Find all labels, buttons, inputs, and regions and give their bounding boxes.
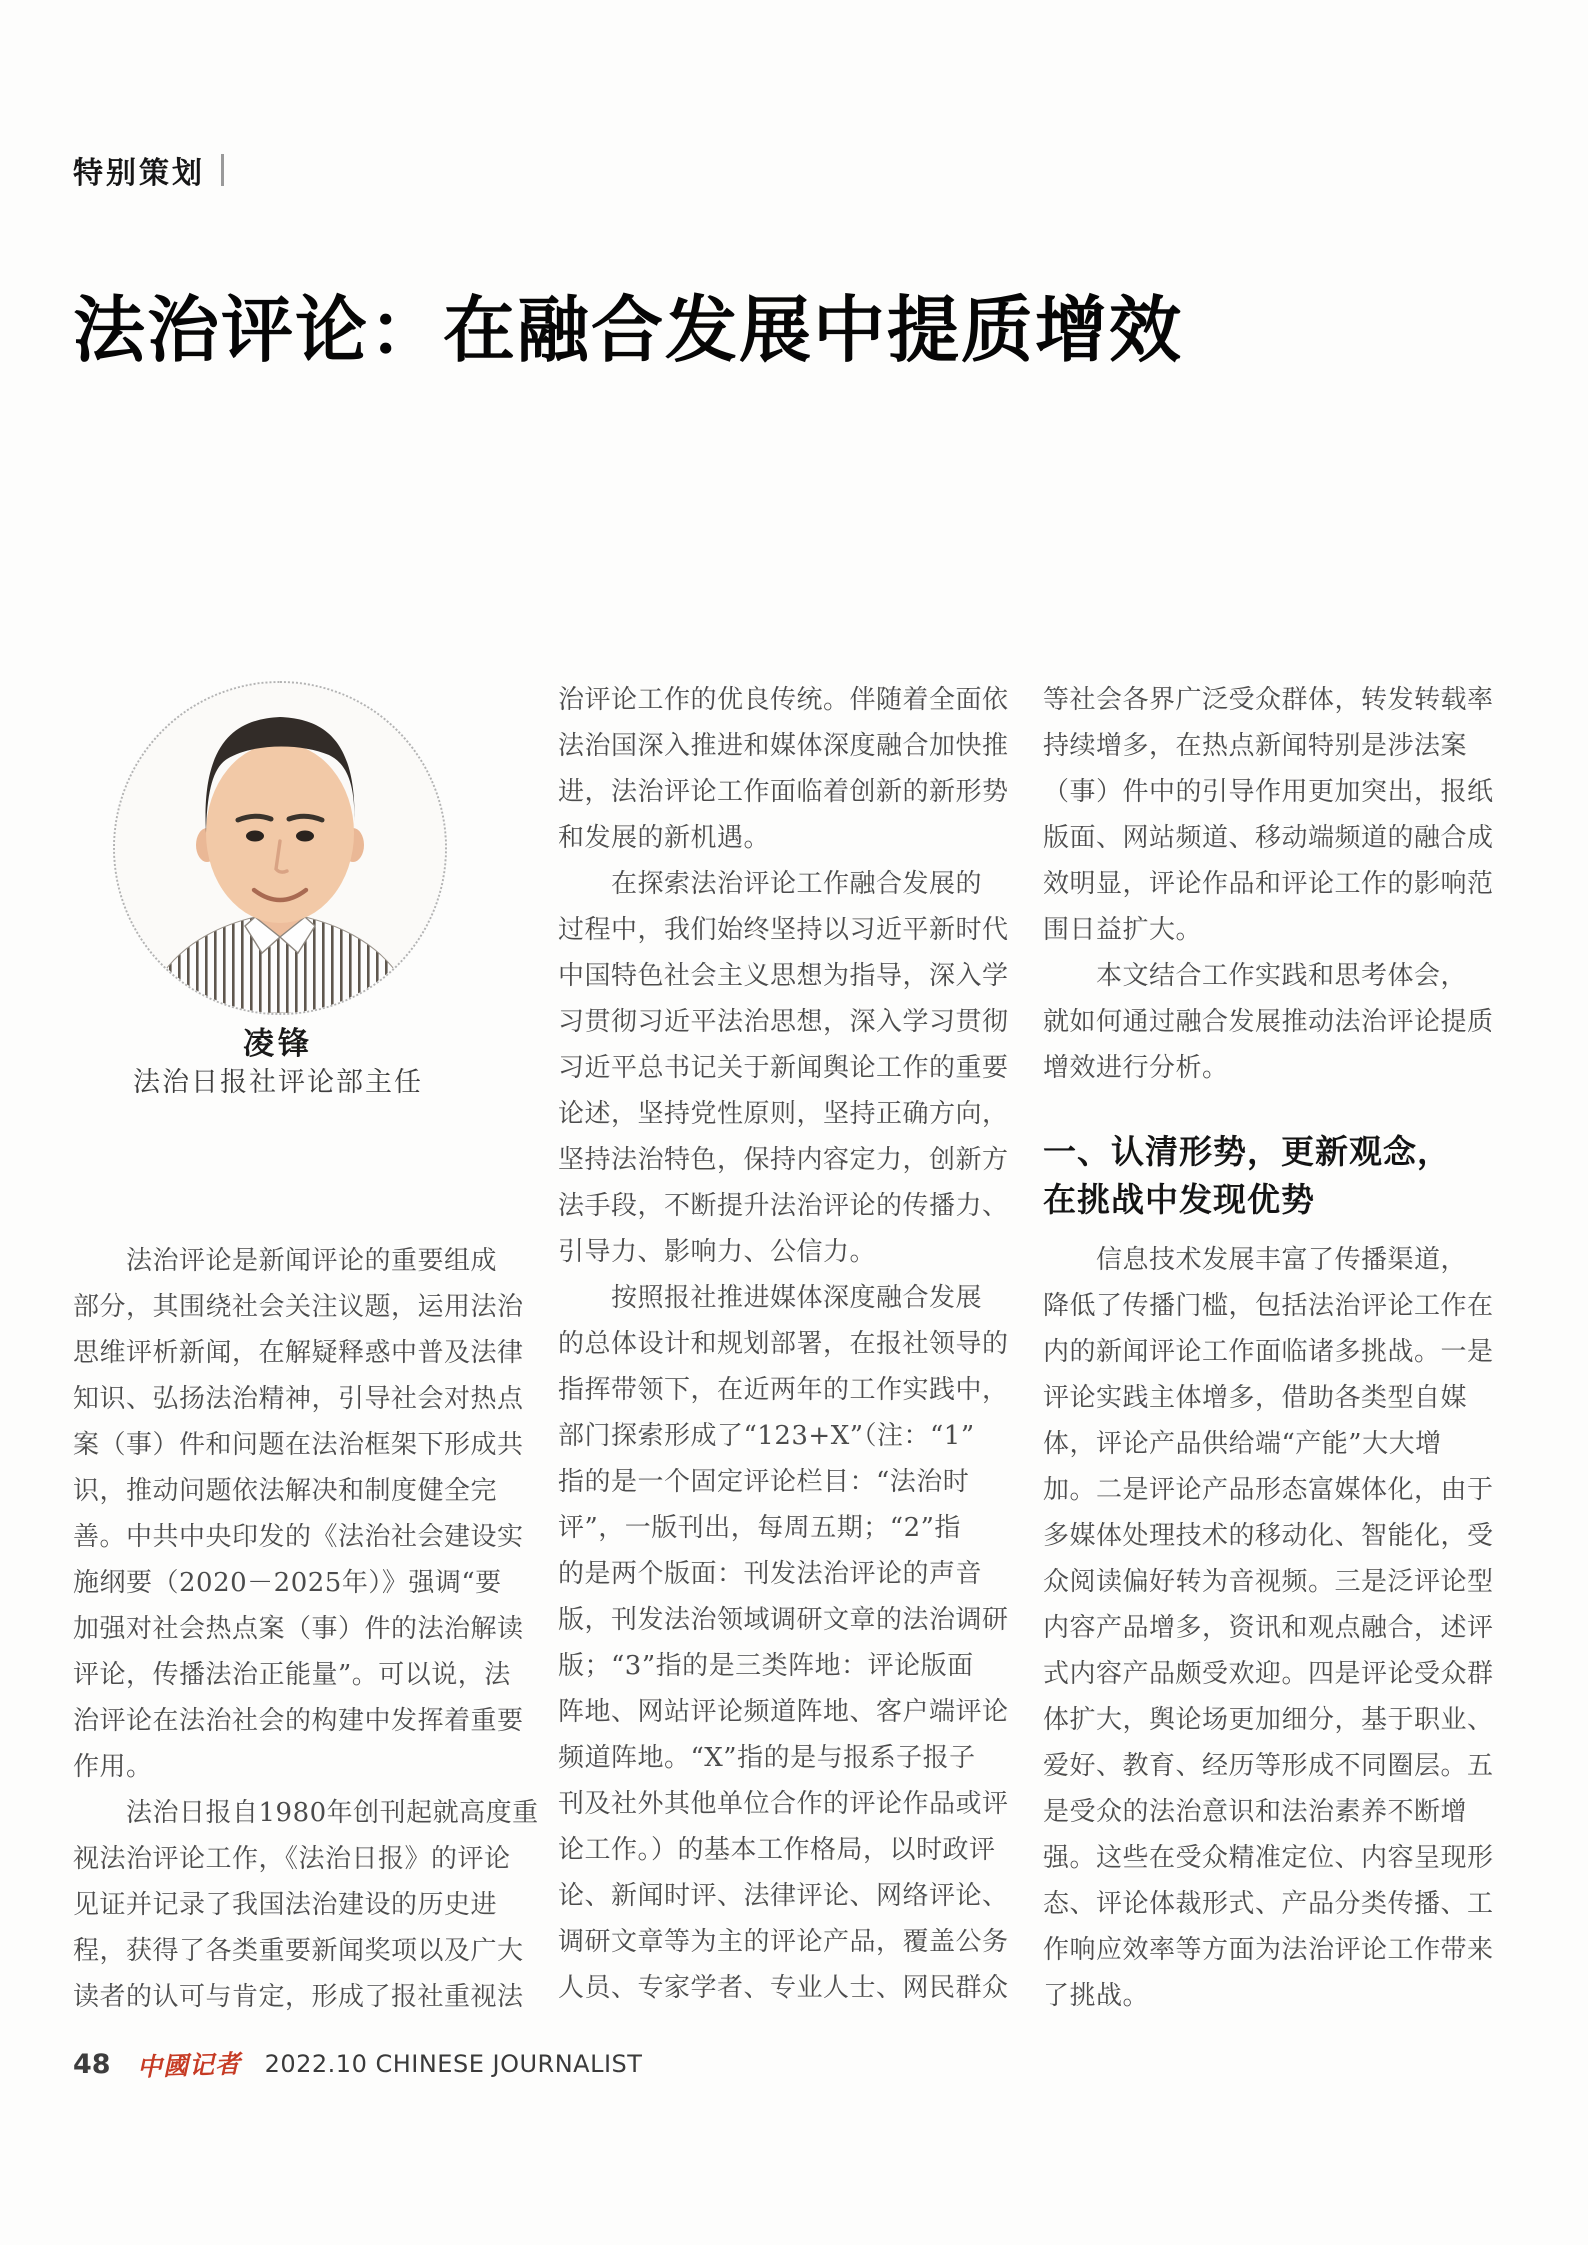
text-line: 是受众的法治意识和法治素养不断增 <box>1043 1797 1468 1827</box>
eye-left <box>246 831 264 842</box>
text-line: 按照报社推进媒体深度融合发展 <box>558 1283 983 1313</box>
text-line: 法治国深入推进和媒体深度融合加快推 <box>558 731 1009 761</box>
text-line: 的是两个版面：刊发法治评论的声音 <box>558 1559 983 1589</box>
text-line: 视法治评论工作，《法治日报》的评论 <box>73 1844 511 1874</box>
text-line: 的总体设计和规划部署，在报社领导的 <box>558 1329 1009 1359</box>
text-line: 治评论在法治社会的构建中发挥着重要 <box>73 1706 524 1736</box>
text-line: 引导力、影响力、公信力。 <box>558 1237 877 1267</box>
text-line: 阵地、网站评论频道阵地、客户端评论 <box>558 1697 1009 1727</box>
text-line: 就如何通过融合发展推动法治评论提质 <box>1043 1007 1494 1037</box>
text-line: 评论实践主体增多，借助各类型自媒 <box>1043 1383 1468 1413</box>
text-line: 内容产品增多，资讯和观点融合，述评 <box>1043 1613 1494 1643</box>
text-line: 多媒体处理技术的移动化、智能化，受 <box>1043 1521 1494 1551</box>
text-line: 见证并记录了我国法治建设的历史进 <box>73 1890 498 1920</box>
author-photo <box>113 681 447 1015</box>
text-line: 效明显，评论作品和评论工作的影响范 <box>1043 869 1494 899</box>
text-line: 施纲要（2020－2025年）》强调“要 <box>73 1568 502 1598</box>
article-title: 法治评论：在融合发展中提质增效 <box>73 287 1184 372</box>
text-line: 评”，一版刊出，每周五期；“2”指 <box>558 1513 961 1543</box>
author-portrait-illustration <box>115 683 445 1013</box>
text-line: 了挑战。 <box>1043 1981 1150 2011</box>
text-line: 持续增多，在热点新闻特别是涉法案 <box>1043 731 1468 761</box>
text-line: 案（事）件和问题在法治框架下形成共 <box>73 1430 524 1460</box>
text-line: 刊及社外其他单位合作的评论作品或评 <box>558 1789 1009 1819</box>
text-line: 强。这些在受众精准定位、内容呈现形 <box>1043 1843 1494 1873</box>
text-line: 频道阵地。“X”指的是与报系子报子 <box>558 1743 976 1773</box>
section-label-text: 特别策划 <box>73 156 205 191</box>
text-line: 识，推动问题依法解决和制度健全完 <box>73 1476 498 1506</box>
text-line: 法手段，不断提升法治评论的传播力、 <box>558 1191 1009 1221</box>
author-name: 凌锋 <box>243 1026 313 1062</box>
text-line: 法治评论是新闻评论的重要组成 <box>73 1246 498 1276</box>
text-line: 论、新闻时评、法律评论、网络评论、 <box>558 1881 1009 1911</box>
text-line: 坚持法治特色，保持内容定力，创新方 <box>558 1145 1009 1175</box>
page-footer <box>73 2046 642 2082</box>
section-label <box>73 148 224 192</box>
text-line: 等社会各界广泛受众群体，转发转载率 <box>1043 685 1494 715</box>
text-line: 众阅读偏好转为音视频。三是泛评论型 <box>1043 1567 1494 1597</box>
text-line: 和发展的新机遇。 <box>558 823 771 853</box>
text-line: 一、认清形势，更新观念， <box>1043 1132 1451 1171</box>
column-right-text-bottom <box>1043 1237 1503 2019</box>
text-line: 程，获得了各类重要新闻奖项以及广大 <box>73 1936 524 1966</box>
text-line: 态、评论体裁形式、产品分类传播、工 <box>1043 1889 1494 1919</box>
page-number: 48 <box>73 2048 111 2080</box>
text-line: 知识、弘扬法治精神，引导社会对热点 <box>73 1384 524 1414</box>
text-line: 过程中，我们始终坚持以习近平新时代 <box>558 915 1009 945</box>
text-line: 信息技术发展丰富了传播渠道， <box>1043 1245 1468 1275</box>
text-line: （事）件中的引导作用更加突出，报纸 <box>1043 777 1494 807</box>
text-line: 治评论工作的优良传统。伴随着全面依 <box>558 685 1009 715</box>
text-line: 版面、网站频道、移动端频道的融合成 <box>1043 823 1494 853</box>
text-line: 思维评析新闻，在解疑释惑中普及法律 <box>73 1338 524 1368</box>
text-line: 调研文章等为主的评论产品，覆盖公务 <box>558 1927 1009 1957</box>
column-right-text-top <box>1043 677 1503 1091</box>
column-left-text <box>73 1238 539 2020</box>
text-line: 习贯彻习近平法治思想，深入学习贯彻 <box>558 1007 1009 1037</box>
section-one-heading <box>1043 1128 1503 1224</box>
text-line: 读者的认可与肯定，形成了报社重视法 <box>73 1982 524 2012</box>
magazine-logo: 中國记者 <box>136 2049 242 2082</box>
text-line: 法治日报自1980年创刊起就高度重 <box>73 1798 539 1828</box>
text-line: 体，评论产品供给端“产能”大大增 <box>1043 1429 1442 1459</box>
text-line: 人员、专家学者、专业人士、网民群众 <box>558 1973 1009 2003</box>
text-line: 习近平总书记关于新闻舆论工作的重要 <box>558 1053 1009 1083</box>
text-line: 降低了传播门槛，包括法治评论工作在 <box>1043 1291 1494 1321</box>
text-line: 指挥带领下，在近两年的工作实践中， <box>558 1375 1009 1405</box>
text-line: 论工作。）的基本工作格局，以时政评 <box>558 1835 996 1865</box>
text-line: 在挑战中发现优势 <box>1043 1180 1315 1219</box>
text-line: 论述，坚持党性原则，坚持正确方向， <box>558 1099 1009 1129</box>
text-line: 内的新闻评论工作面临诸多挑战。一是 <box>1043 1337 1494 1367</box>
author-job-title: 法治日报社评论部主任 <box>133 1067 423 1098</box>
face <box>206 743 354 923</box>
text-line: 指的是一个固定评论栏目：“法治时 <box>558 1467 970 1497</box>
text-line: 版；“3”指的是三类阵地：评论版面 <box>558 1651 974 1681</box>
issue-info: 2022.10 CHINESE JOURNALIST <box>264 2050 643 2078</box>
text-line: 增效进行分析。 <box>1043 1053 1229 1083</box>
text-line: 部门探索形成了“123+X”（注：“1” <box>558 1421 975 1451</box>
text-line: 进，法治评论工作面临着创新的新形势 <box>558 777 1009 807</box>
text-line: 本文结合工作实践和思考体会， <box>1043 961 1468 991</box>
text-line: 围日益扩大。 <box>1043 915 1203 945</box>
eye-right <box>296 831 314 842</box>
text-line: 加强对社会热点案（事）件的法治解读 <box>73 1614 524 1644</box>
column-middle-text <box>558 677 1018 2011</box>
text-line: 体扩大，舆论场更加细分，基于职业、 <box>1043 1705 1494 1735</box>
text-line: 在探索法治评论工作融合发展的 <box>558 869 983 899</box>
text-line: 善。中共中央印发的《法治社会建设实 <box>73 1522 524 1552</box>
text-line: 版，刊发法治领域调研文章的法治调研 <box>558 1605 1009 1635</box>
text-line: 评论，传播法治正能量”。可以说，法 <box>73 1660 511 1690</box>
text-line: 部分，其围绕社会关注议题，运用法治 <box>73 1292 524 1322</box>
section-divider-bar <box>221 154 224 186</box>
text-line: 中国特色社会主义思想为指导，深入学 <box>558 961 1009 991</box>
text-line: 式内容产品颇受欢迎。四是评论受众群 <box>1043 1659 1494 1689</box>
text-line: 爱好、教育、经历等形成不同圈层。五 <box>1043 1751 1494 1781</box>
text-line: 作用。 <box>73 1752 153 1782</box>
text-line: 作响应效率等方面为法治评论工作带来 <box>1043 1935 1494 1965</box>
text-line: 加。二是评论产品形态富媒体化，由于 <box>1043 1475 1494 1505</box>
